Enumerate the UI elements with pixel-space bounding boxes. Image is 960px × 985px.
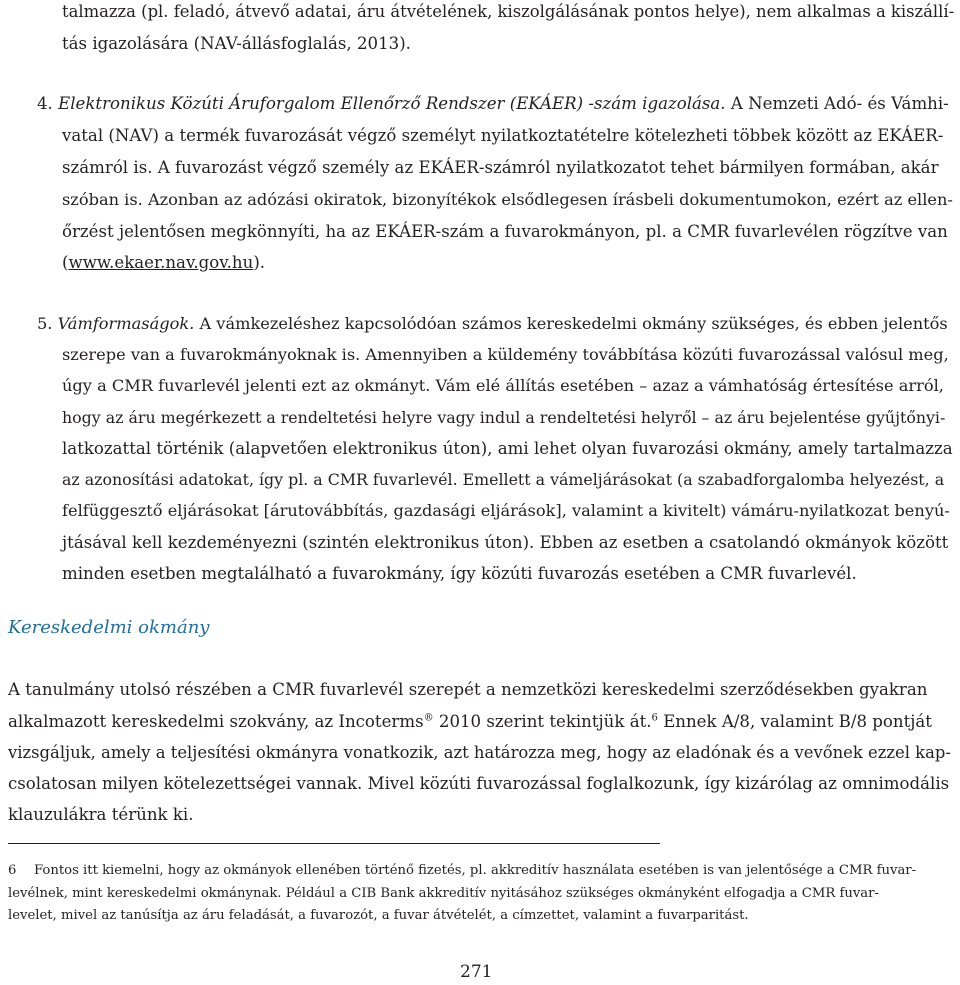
item5-number: 5.: [37, 314, 53, 333]
paragraph-line-1: A tanulmány utolsó részében a CMR fuvarlevél szerepét a nemzetközi kereskedelmi szerződésekben gyakran: [8, 680, 928, 699]
footnote-divider: [8, 843, 660, 844]
footnote-reference[interactable]: 6: [651, 712, 658, 724]
item5-first-line: [37, 314, 948, 334]
footnote-line-1: Fontos itt kiemelni, hogy az okmányok ellenében történő fizetés, pl. akkreditív használata esetében is van jelentősége a CMR fuvar-: [34, 863, 917, 878]
item5-line-5: latkozattal történik (alapvetően elektronikus úton), ami lehet olyan fuvarozási okmány, amely tartalmazza: [62, 439, 953, 458]
item5-line-6: az azonosítási adatokat, így pl. a CMR fuvarlevél. Emellett a vámeljárásokat (a szabadforgalomba helyezést, a: [62, 470, 945, 489]
item5-line-8: jtásával kell kezdeményezni (szintén elektronikus úton). Ebben az esetben a csatolandó okmányok között: [62, 533, 949, 552]
item4-line-4: szóban is. Azonban az adózási okiratok, bizonyítékok elsődlegesen írásbeli dokumentumokon, ezért az ellen-: [62, 190, 953, 209]
item4-line-6: [62, 253, 265, 273]
item4-link-open: (: [62, 253, 69, 272]
paragraph-line-2-b: 2010 szerint tekintjük át.: [433, 712, 652, 731]
intro-line-2: tás igazolására (NAV-állásfoglalás, 2013).: [62, 34, 411, 53]
item5-line-3: úgy a CMR fuvarlevél jelenti ezt az okmányt. Vám elé állítás esetében – azaz a vámhatóság értesítése arról,: [62, 376, 944, 395]
item5-line-7: felfüggesztő eljárásokat [árutovábbítás, gazdasági eljárások], valamint a kivitelt) vámáru-nyilatkozat benyú-: [62, 501, 950, 520]
item5-line-2: szerepe van a fuvarokmányoknak is. Amennyiben a küldemény továbbítása közúti fuvarozással valósul meg,: [62, 345, 949, 364]
footnote-line-3: levelet, mivel az tanúsítja az áru feladását, a fuvarozót, a fuvar átvételét, a címzettet, valamint a fuvarparitást.: [8, 908, 749, 923]
item4-line-2: vatal (NAV) a termék fuvarozását végző személyt nyilatkoztatételre kötelezheti többek között az EKÁER-: [62, 126, 944, 145]
item4-link-close: ).: [253, 253, 266, 272]
item5-first-line-rest: A vámkezeléshez kapcsolódóan számos kereskedelmi okmány szükséges, és ebben jelentős: [199, 314, 948, 333]
item4-line-3: számról is. A fuvarozást végző személy az EKÁER-számról nyilatkozatot tehet bármilyen formában, akár: [62, 158, 939, 177]
section-heading: Kereskedelmi okmány: [8, 617, 210, 638]
intro-line-1: talmazza (pl. feladó, átvevő adatai, áru átvételének, kiszolgálásának pontos helye), nem alkalmas a kiszállí-: [62, 2, 955, 21]
paragraph-line-2-a: alkalmazott kereskedelmi szokvány, az Incoterms: [8, 712, 424, 731]
footnote-line-2: levélnek, mint kereskedelmi okmánynak. Például a CIB Bank akkreditív nyitásához szükséges okmányként elfogadja a CMR fuvar-: [8, 886, 879, 901]
paragraph-line-2: [8, 712, 932, 732]
ekaer-link[interactable]: www.ekaer.nav.gov.hu: [68, 253, 254, 272]
item5-title: Vámformaságok.: [57, 314, 195, 333]
paragraph-line-2-c: Ennek A/8, valamint B/8 pontját: [657, 712, 932, 731]
paragraph-line-4: csolatosan milyen kötelezettségei vannak. Mivel közúti fuvarozással foglalkozunk, így kizárólag az omnimodális: [8, 774, 950, 793]
paragraph-line-3: vizsgáljuk, amely a teljesítési okmányra vonatkozik, azt határozza meg, hogy az eladónak és a vevőnek ezzel kap-: [8, 743, 951, 762]
registered-mark: ®: [423, 712, 434, 724]
item4-first-line: [37, 94, 949, 114]
paragraph-line-5: klauzulákra térünk ki.: [8, 805, 194, 824]
item4-title: Elektronikus Közúti Áruforgalom Ellenőrző Rendszer (EKÁER) -szám igazolása.: [58, 94, 726, 113]
item4-line-5: őrzést jelentősen megkönnyíti, ha az EKÁER-szám a fuvarokmányon, pl. a CMR fuvarlevélen rögzítve van: [62, 222, 948, 241]
item4-number: 4.: [37, 94, 53, 113]
item5-line-4: hogy az áru megérkezett a rendeltetési helyre vagy indul a rendeltetési helyről – az áru bejelentése gyűjtőnyi-: [62, 408, 946, 427]
footnote-number: 6: [8, 863, 17, 878]
item5-line-9: minden esetben megtalálható a fuvarokmány, így közúti fuvarozás esetében a CMR fuvarlevél.: [62, 564, 857, 583]
item4-first-line-rest: A Nemzeti Adó- és Vámhi-: [730, 94, 949, 113]
page-number: 271: [460, 962, 493, 982]
